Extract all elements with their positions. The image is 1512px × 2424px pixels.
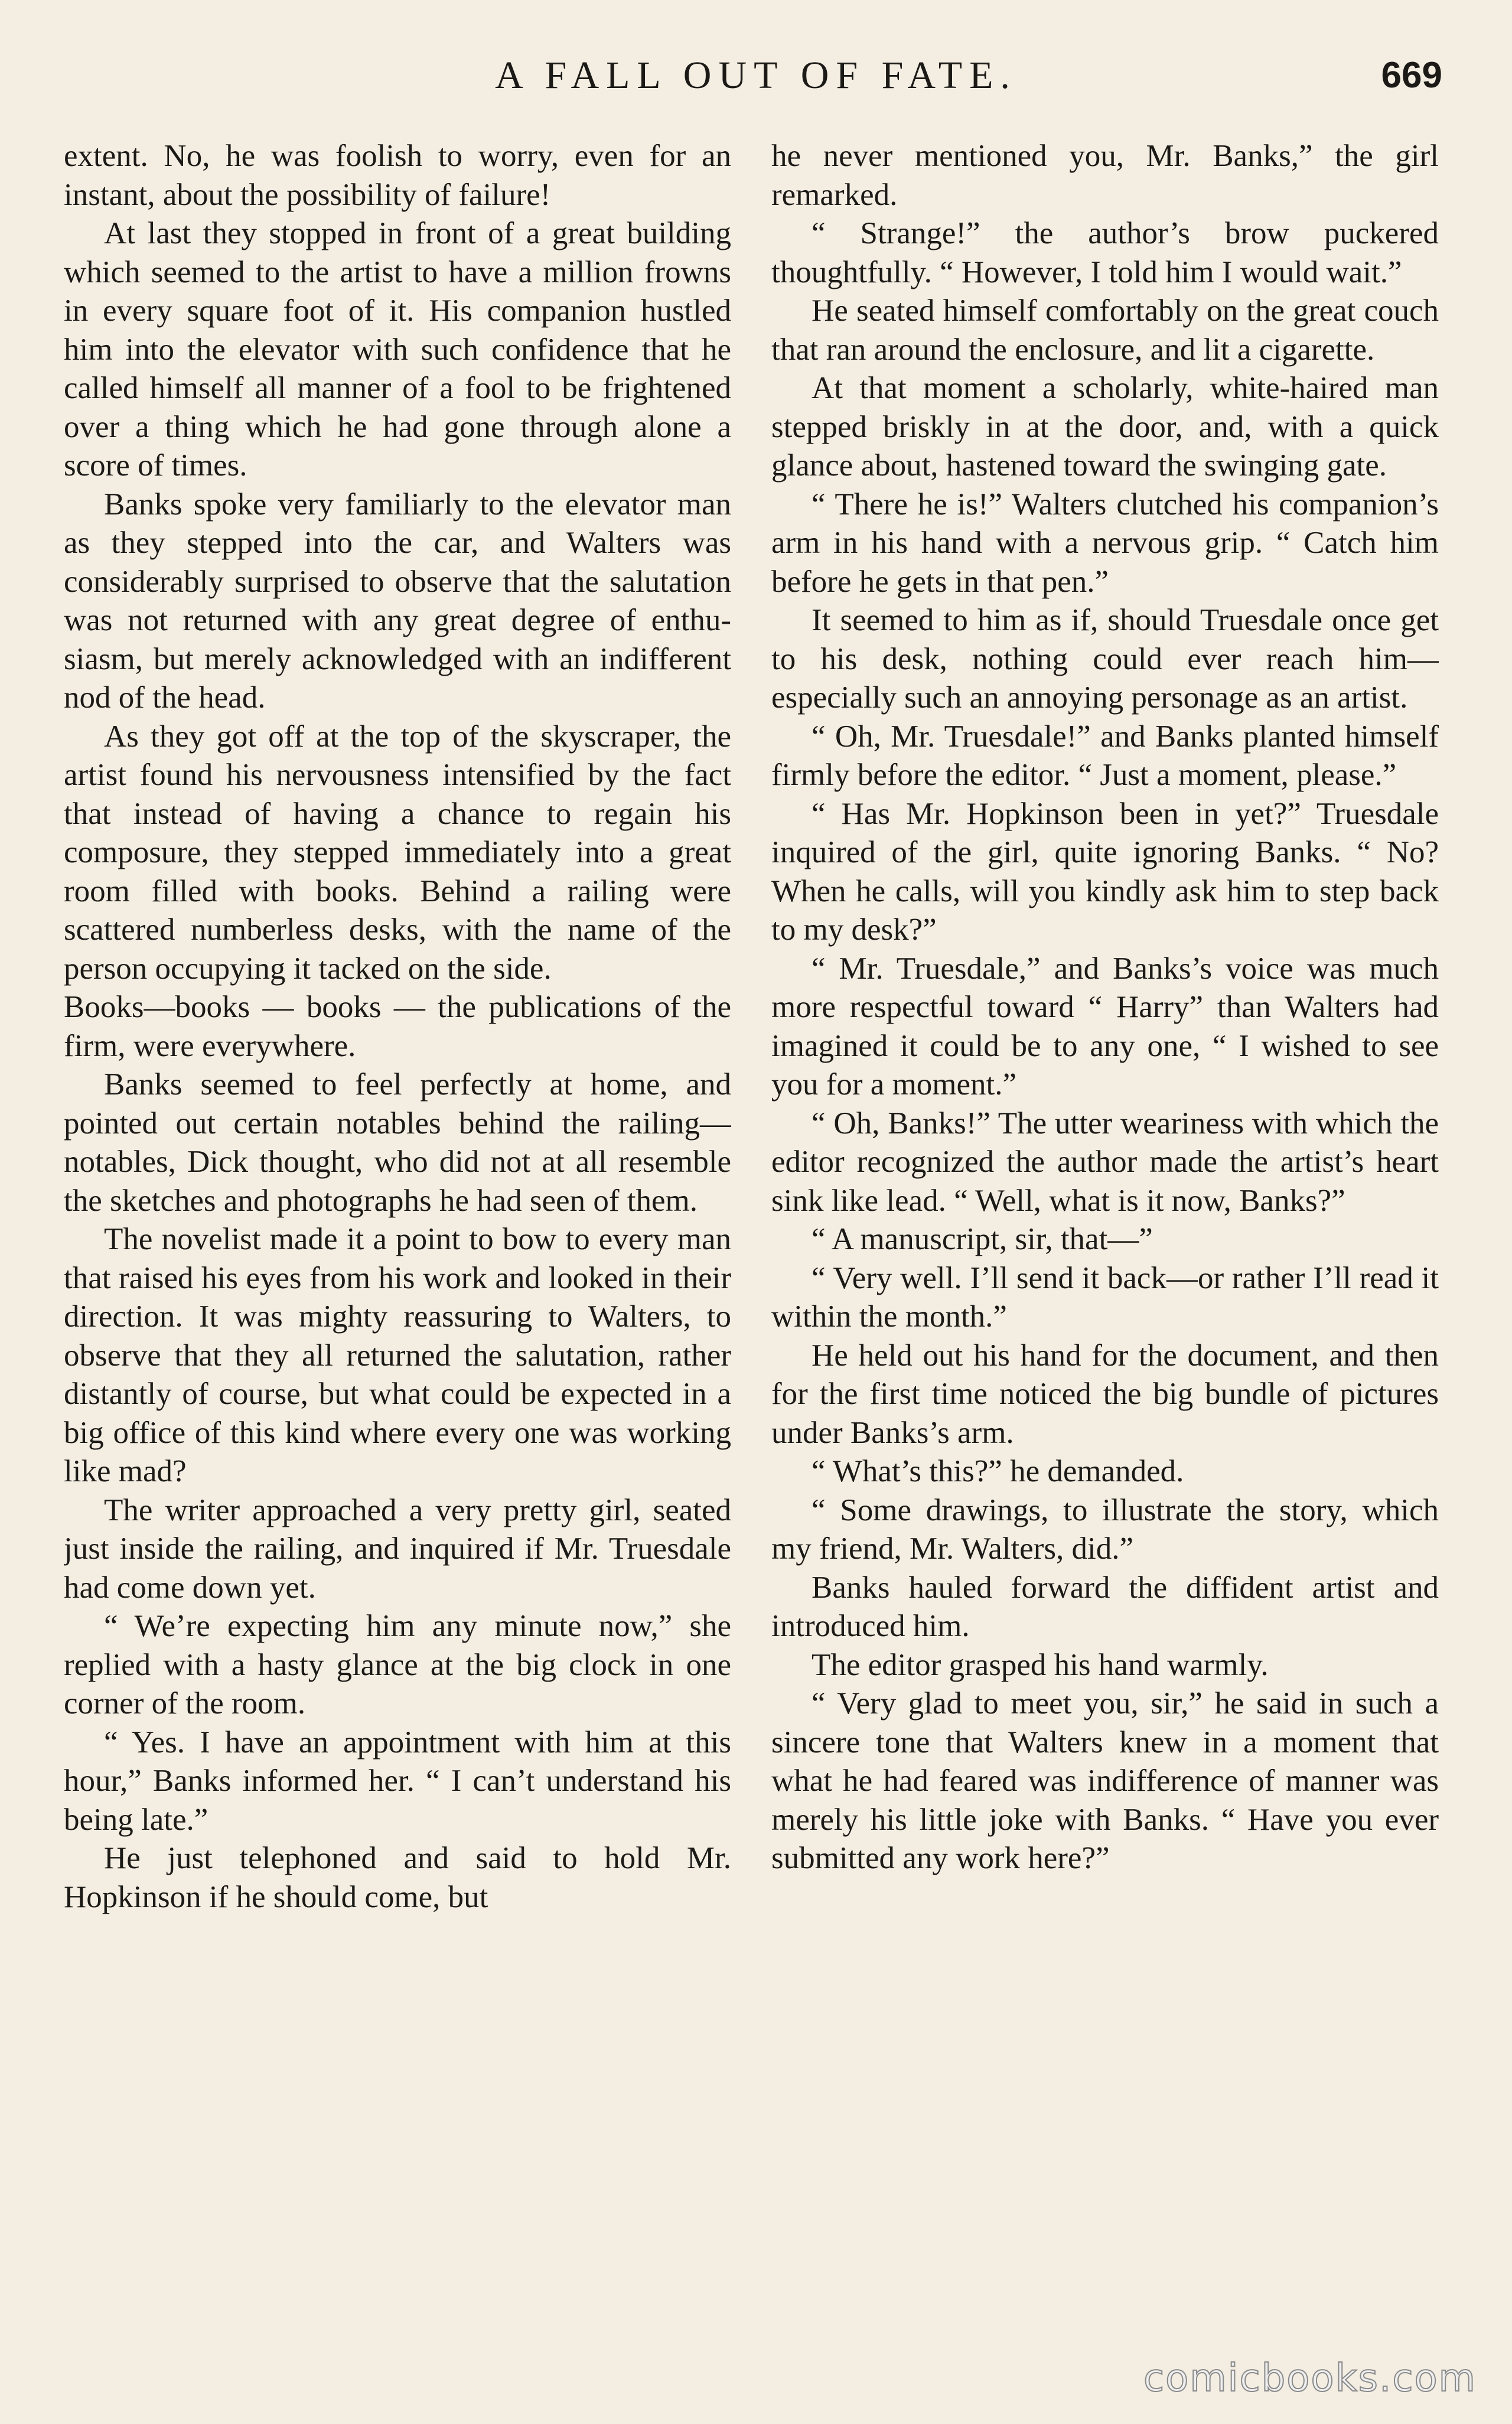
paragraph: “ What’s this?” he demanded.	[812, 1454, 1184, 1488]
paragraph: The novelist made it a point to bow to every man that raised his eyes from his work and looked in their direction. It was mighty reassuring to Walters, to observe that they all returned the salutation, rather distantly of course, but what could be expected in a big office of this kind where every one was working like mad?	[64, 1222, 731, 1488]
right-column	[771, 137, 1439, 2334]
paragraph: “ Very well. I’ll send it back—or rather I’ll read it within the month.”	[771, 1260, 1439, 1334]
paragraph: “ Yes. I have an appointment with him at this hour,” Banks informed her. “ I can’t understand his being late.”	[64, 1725, 731, 1837]
paragraph: He seated himself comfortably on the great couch that ran around the enclosure, and lit a cigarette.	[771, 294, 1439, 367]
paragraph: Banks seemed to feel perfectly at home, and pointed out certain notables behind the railing—notables, Dick thought, who did not at all resemble the sketches and photographs he had seen of them.	[64, 1067, 731, 1218]
paragraph: extent. No, he was foolish to worry, even for an instant, about the possibility of failure!	[64, 139, 731, 212]
paragraph: As they got off at the top of the skyscraper, the artist found his nervousness intensified by the fact that instead of having a chance to regain his composure, they stepped immediately into a great room filled with books. Behind a railing were scattered numberless desks, with the name of the person occupying it tacked on the side.	[64, 719, 731, 986]
paragraph: At last they stopped in front of a great building which seemed to the artist to have a million frowns in every square foot of it. His companion hustled him into the elevator with such confidence that he called himself all manner of a fool to be frightened over a thing which he had gone through alone a score of times.	[64, 216, 731, 483]
paragraph: The editor grasped his hand warmly.	[812, 1647, 1269, 1682]
watermark-logo: comicbooks.com	[1143, 2357, 1477, 2400]
paragraph: “ There he is!” Walters clutched his companion’s arm in his hand with a nervous grip. “ Catch him before he gets in that pen.”	[771, 487, 1439, 599]
paragraph: “ Mr. Truesdale,” and Banks’s voice was much more respectful toward “ Harry” than Walters had imagined it could be to any one, “ I wished to see you for a moment.”	[771, 951, 1439, 1102]
running-title: A FALL OUT OF FATE.	[495, 54, 1017, 97]
paragraph: He just telephoned and said to hold Mr. Hopkinson if he should come, but	[64, 1841, 731, 1914]
paragraph: Books—books — books — the publications of the firm, were everywhere.	[64, 990, 731, 1063]
paragraph: He held out his hand for the document, and then for the first time noticed the big bundle of pictures under Banks’s arm.	[771, 1338, 1439, 1450]
left-column	[64, 137, 731, 2334]
paragraph: “ Has Mr. Hopkinson been in yet?” Truesdale inquired of the girl, quite ignoring Banks. “ No? When he calls, will you kindly ask him to step back to my desk?”	[771, 796, 1439, 947]
paragraph: Banks hauled forward the diffident artist and introduced him.	[771, 1570, 1439, 1643]
page-number: 669	[1381, 55, 1442, 96]
paragraph: “ Oh, Mr. Truesdale!” and Banks planted himself firmly before the editor. “ Just a moment, please.”	[771, 719, 1439, 792]
paragraph: “ Very glad to meet you, sir,” he said in such a sincere tone that Walters knew in a moment that what he had feared was indifference of manner was merely his little joke with Banks. “ Have you ever submitted any work here?”	[771, 1686, 1439, 1875]
paragraph: “ Oh, Banks!” The utter weariness with which the editor recognized the author made the artist’s heart sink like lead. “ Well, what is it now, Banks?”	[771, 1106, 1439, 1218]
paragraph: Banks spoke very familiarly to the elevator man as they stepped into the car, and Walters was considerably surprised to observe that the salutation was not returned with any great degree of enthusiasm, but merely acknowledged with an indifferent nod of the head.	[64, 487, 731, 715]
paragraph: The writer approached a very pretty girl, seated just inside the railing, and inquired if Mr. Truesdale had come down yet.	[64, 1493, 731, 1605]
paragraph: It seemed to him as if, should Truesdale once get to his desk, nothing could ever reach him—especially such an annoying personage as an artist.	[771, 603, 1439, 715]
paragraph: “ Some drawings, to illustrate the story, which my friend, Mr. Walters, did.”	[771, 1493, 1439, 1566]
page-header	[0, 46, 1512, 105]
paragraph: At that moment a scholarly, white-haired man stepped briskly in at the door, and, with a quick glance about, hastened toward the swinging gate.	[771, 371, 1439, 483]
paragraph: he never mentioned you, Mr. Banks,” the girl remarked.	[771, 139, 1439, 212]
paragraph: “ A manuscript, sir, that—”	[812, 1222, 1153, 1256]
paragraph: “ We’re expecting him any minute now,” she replied with a hasty glance at the big clock in one corner of the room.	[64, 1609, 731, 1721]
paragraph: “ Strange!” the author’s brow puckered thoughtfully. “ However, I told him I would wait.”	[771, 216, 1439, 289]
